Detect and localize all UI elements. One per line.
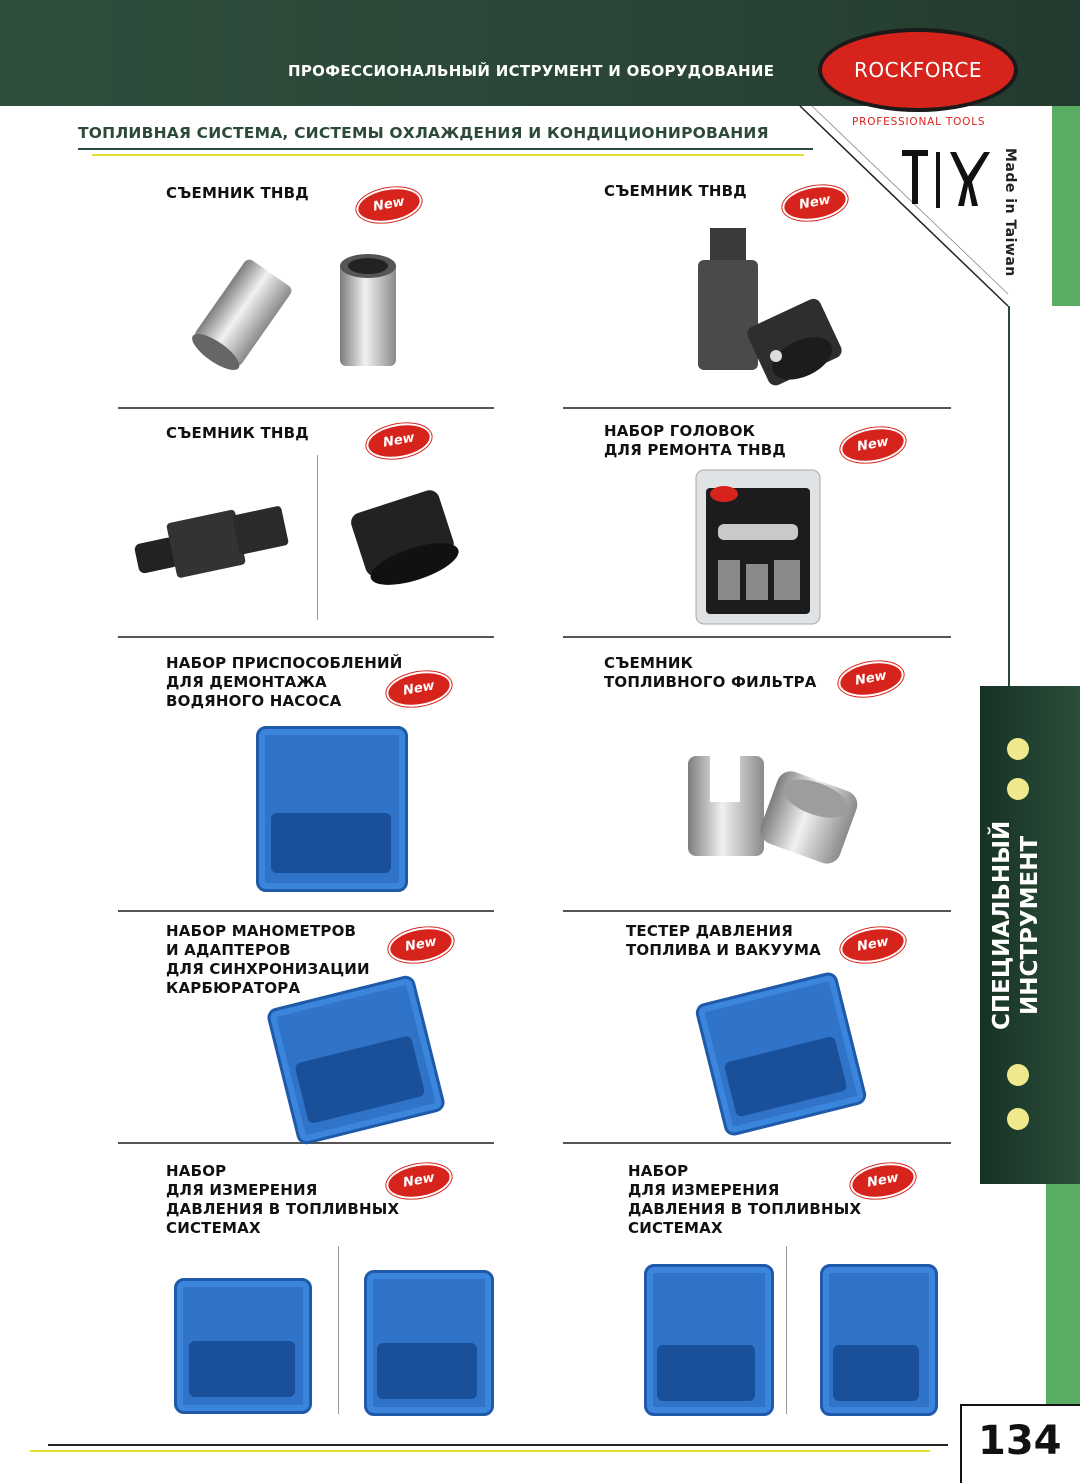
- side-tab-label: СПЕЦИАЛЬНЫЙ ИНСТРУМЕНТ: [989, 820, 1043, 1030]
- product-title: НАБОР ГОЛОВОК ДЛЯ РЕМОНТА ТНВД: [604, 422, 786, 459]
- product-title: ТЕСТЕР ДАВЛЕНИЯ ТОПЛИВА И ВАКУУМА: [626, 922, 821, 959]
- image-divider: [786, 1246, 787, 1414]
- product-title: НАБОР ДЛЯ ИЗМЕРЕНИЯ ДАВЛЕНИЯ В ТОПЛИВНЫХ СИСТЕМАХ: [166, 1162, 400, 1237]
- new-badge: New: [386, 923, 457, 968]
- side-dot-icon: [1007, 738, 1029, 760]
- product-title: НАБОР ПРИСПОСОБЛЕНИЙ ДЛЯ ДЕМОНТАЖА ВОДЯНОГО НАСОСА: [166, 654, 403, 710]
- product-image-fuel-pressure-case: [364, 1270, 494, 1416]
- rockforce-logo: [818, 28, 1018, 112]
- tools-icon: [898, 146, 998, 212]
- new-badge: New: [780, 181, 851, 226]
- page-number: 134: [978, 1418, 1062, 1464]
- product-image-fuel-pressure-case: [174, 1278, 312, 1414]
- product-title: НАБОР ДЛЯ ИЗМЕРЕНИЯ ДАВЛЕНИЯ В ТОПЛИВНЫХ СИСТЕМАХ: [628, 1162, 862, 1237]
- product-title: НАБОР МАНОМЕТРОВ И АДАПТЕРОВ ДЛЯ СИНХРОНИЗАЦИИ КАРБЮРАТОРА: [166, 922, 370, 997]
- new-badge: New: [354, 183, 425, 228]
- product-image-pump-puller-black: [680, 222, 850, 392]
- new-badge: New: [836, 657, 907, 702]
- footer-line: [48, 1444, 948, 1446]
- product-image-pump-puller-set: [124, 478, 474, 598]
- product-image-pump-puller: [190, 250, 410, 380]
- new-badge: New: [364, 419, 435, 464]
- side-white-column: [1008, 306, 1080, 686]
- section-underline: [78, 148, 813, 150]
- new-badge: New: [838, 923, 909, 968]
- side-dot-icon: [1007, 778, 1029, 800]
- row-divider: [563, 407, 951, 409]
- product-image-fuel-pressure-case: [644, 1264, 774, 1416]
- new-badge: New: [848, 1159, 919, 1204]
- footer-line-yellow: [30, 1450, 930, 1452]
- row-divider: [563, 1142, 951, 1144]
- product-image-socket-set-package: [694, 468, 824, 628]
- product-image-fuel-pressure-case: [820, 1264, 938, 1416]
- green-accent-top: [1052, 106, 1080, 306]
- product-image-filter-wrench: [680, 750, 860, 870]
- green-accent-bottom: [1046, 1184, 1080, 1404]
- row-divider: [563, 910, 951, 912]
- row-divider: [118, 910, 494, 912]
- new-badge: New: [838, 423, 909, 468]
- product-title: СЪЕМНИК ТНВД: [166, 424, 309, 442]
- product-image-blue-case: [256, 726, 408, 892]
- product-image-tester-case: [694, 970, 869, 1137]
- product-title: СЪЕМНИК ТОПЛИВНОГО ФИЛЬТРА: [604, 654, 817, 691]
- logo-text: ROCKFORCE: [854, 58, 982, 82]
- product-title: СЪЕМНИК ТНВД: [604, 182, 747, 200]
- section-underline-yellow: [92, 154, 804, 156]
- section-title: ТОПЛИВНАЯ СИСТЕМА, СИСТЕМЫ ОХЛАЖДЕНИЯ И КОНДИЦИОНИРОВАНИЯ: [78, 124, 769, 142]
- row-divider: [563, 636, 951, 638]
- logo-subtitle: PROFESSIONAL TOOLS: [852, 116, 986, 128]
- new-badge: New: [384, 667, 455, 712]
- product-image-gauge-case: [265, 974, 446, 1147]
- image-divider: [338, 1246, 339, 1414]
- row-divider: [118, 407, 494, 409]
- side-dot-icon: [1007, 1108, 1029, 1130]
- side-dot-icon: [1007, 1064, 1029, 1086]
- product-title: СЪЕМНИК ТНВД: [166, 184, 309, 202]
- header-title: ПРОФЕССИОНАЛЬНЫЙ ИСТРУМЕНТ И ОБОРУДОВАНИЕ: [288, 62, 775, 80]
- new-badge: New: [384, 1159, 455, 1204]
- row-divider: [118, 636, 494, 638]
- made-in-taiwan-label: Made in Taiwan: [1002, 148, 1018, 277]
